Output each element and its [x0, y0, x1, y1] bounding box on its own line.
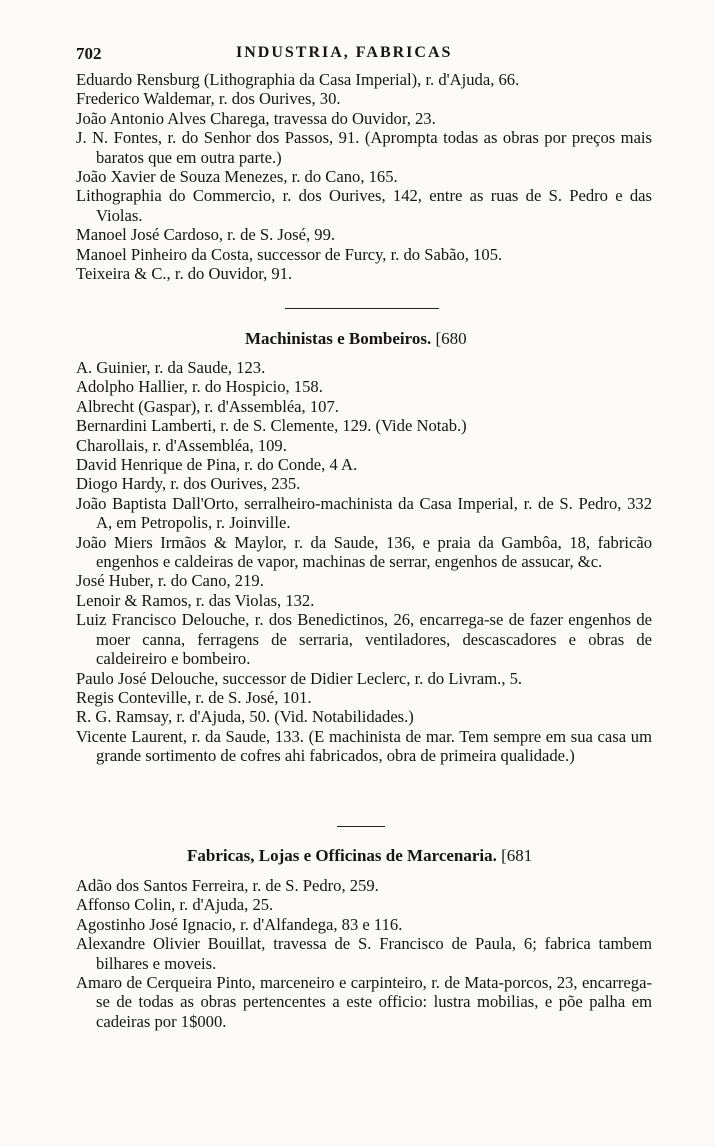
- running-head: INDUSTRIA, FABRICAS: [236, 44, 453, 61]
- list-item: J. N. Fontes, r. do Senhor dos Passos, 91. (Apromptа todas as obras por preços mais baratos que em outra parte.): [76, 128, 652, 167]
- list-item: Luiz Francisco Delouche, r. dos Benedictinos, 26, encarrega-se de fazer engenhos de moer canna, ferragens de serraria, ventiladores, descascadores e obras de caldeireiro e bombeiro.: [76, 610, 652, 669]
- section-number: [680: [435, 329, 467, 348]
- section-entries: [76, 876, 652, 1031]
- list-item: David Henrique de Pina, r. do Conde, 4 A.: [76, 455, 358, 475]
- section-title: Machinistas e Bombeiros. [680: [245, 329, 467, 348]
- list-item: Bernardini Lamberti, r. de S. Clemente, 129. (Vide Notab.): [76, 416, 467, 436]
- list-item: Vicente Laurent, r. da Saude, 133. (E machinista de mar. Tem sempre em sua casa um grande sortimento de cofres ahi fabricados, obra de primeira qualidade.): [76, 726, 652, 766]
- list-item: Eduardo Rensburg (Lithographia da Casa Imperial), r. d'Ajuda, 66.: [76, 70, 520, 89]
- list-item: Amaro de Cerqueira Pinto, marceneiro e carpinteiro, r. de Mata-porcos, 23, encarrega-se de todas as obras pertencentes a este officio: lustra mobilias, e põe palha em cadeiras por 1$000.: [76, 973, 652, 1031]
- section-title: Fabricas, Lojas e Officinas de Marcenaria. [681: [187, 846, 533, 865]
- list-item: José Huber, r. do Cano, 219.: [76, 571, 264, 591]
- list-item: Diogo Hardy, r. dos Ourives, 235.: [76, 474, 301, 494]
- list-item: Paulo José Delouche, successor de Didier Leclerc, r. do Livram., 5.: [76, 668, 523, 688]
- list-item: A. Guinier, r. da Saude, 123.: [76, 358, 266, 377]
- top-entries: [76, 70, 652, 283]
- list-item: Manoel José Cardoso, r. de S. José, 99.: [76, 225, 336, 245]
- list-item: Adão dos Santos Ferreira, r. de S. Pedro, 259.: [76, 876, 379, 895]
- section-entries: [76, 358, 652, 766]
- page-number: 702: [76, 44, 102, 63]
- list-item: João Antonio Alves Charega, travessa do Ouvidor, 23.: [76, 108, 436, 128]
- list-item: Albrecht (Gaspar), r. d'Assembléa, 107.: [76, 396, 339, 416]
- list-item: R. G. Ramsay, r. d'Ajuda, 50. (Vid. Notabilidades.): [76, 707, 414, 727]
- list-item: Lenoir & Ramos, r. das Violas, 132.: [76, 590, 315, 610]
- list-item: Frederico Waldemar, r. dos Ourives, 30.: [76, 89, 341, 109]
- list-item: Lithographia do Commercio, r. dos Ourives, 142, entre as ruas de S. Pedro e das Violas.: [76, 186, 652, 225]
- list-item: Regis Conteville, r. de S. José, 101.: [76, 687, 312, 707]
- list-item: Adolpho Hallier, r. do Hospicio, 158.: [76, 377, 323, 397]
- list-item: João Baptista Dall'Orto, serralheiro-machinista da Casa Imperial, r. de S. Pedro, 332 A, em Petropolis, r. Joinville.: [76, 493, 652, 533]
- page-header: [76, 44, 652, 66]
- list-item: João Miers Irmãos & Maylor, r. da Saude, 136, e praia da Gambôa, 18, fabricão engenhos e caldeiras de vapor, machinas de serrar, engenhos de assucar, &c.: [76, 532, 652, 572]
- list-item: Charollais, r. d'Assembléa, 109.: [76, 435, 287, 455]
- section-divider: [337, 826, 385, 827]
- list-item: Agostinho José Ignacio, r. d'Alfandega, 83 e 116.: [76, 914, 403, 934]
- list-item: João Xavier de Souza Menezes, r. do Cano, 165.: [76, 167, 398, 187]
- section-number: [681: [501, 846, 533, 865]
- list-item: Affonso Colin, r. d'Ajuda, 25.: [76, 895, 274, 915]
- section-divider: [285, 308, 439, 309]
- list-item: Alexandre Olivier Bouillat, travessa de S. Francisco de Paula, 6; fabrica tambem bilhares e moveis.: [76, 934, 652, 973]
- list-item: Teixeira & C., r. do Ouvidor, 91.: [76, 264, 293, 284]
- list-item: Manoel Pinheiro da Costa, successor de Furcy, r. do Sabão, 105.: [76, 244, 503, 264]
